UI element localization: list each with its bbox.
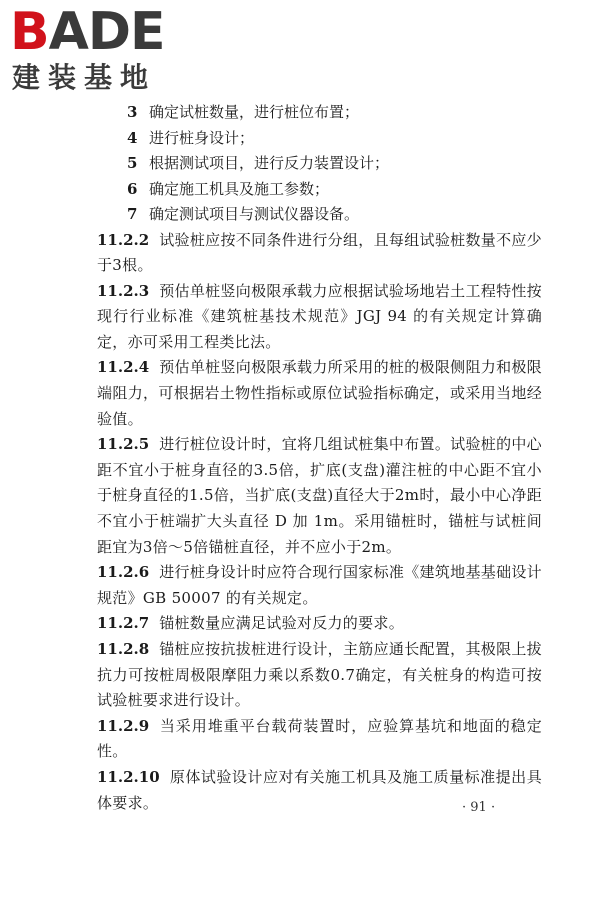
list-item-text: 确定试桩数量，进行桩位布置；: [149, 103, 360, 121]
list-item: [97, 202, 542, 228]
clause-11-2-3: [97, 279, 542, 356]
clause-number: 11.2.3: [97, 281, 150, 300]
clause-11-2-9: [97, 714, 542, 765]
list-item-number: 7: [127, 205, 138, 223]
clause-text: 原体试验设计应对有关施工机具及施工质量标准提出具体要求。: [97, 767, 542, 812]
clause-number: 11.2.2: [97, 230, 150, 249]
clause-11-2-7: [97, 611, 542, 637]
clause-number: 11.2.7: [97, 614, 150, 633]
page-number: · 91 ·: [462, 800, 496, 815]
list-item: [97, 126, 542, 152]
list-item-text: 确定测试项目与测试仪器设备。: [149, 205, 360, 223]
bade-logo: [10, 4, 180, 96]
clause-number: 11.2.8: [97, 640, 150, 658]
list-item: [97, 177, 542, 203]
clause-11-2-8: [97, 637, 542, 714]
clause-number: 11.2.5: [97, 435, 150, 454]
clause-text: 进行桩身设计时应符合现行国家标准《建筑地基基础设计规范》GB 50007 的有关规定。: [97, 563, 542, 607]
clause-number: 11.2.10: [97, 767, 160, 786]
logo-wordmark: [10, 4, 165, 60]
clause-number: 11.2.6: [97, 563, 150, 582]
clause-text: 锚桩数量应满足试验对反力的要求。: [159, 614, 405, 633]
clause-text: 锚桩应按抗拔桩进行设计，主筋应通长配置，其极限上拔抗力可按桩周极限摩阻力乘以系数0.7确定，有关桩身的构造可按试验桩要求进行设计。: [97, 640, 542, 710]
clause-11-2-4: [97, 355, 542, 432]
clause-text: 进行桩位设计时，宜将几组试桩集中布置。试验桩的中心距不宜小于桩身直径的3.5倍，扩底(支盘)灌注桩的中心距不宜小于桩身直径的1.5倍，当扩底(支盘)直径大于2m时，最小中心净距不宜小于桩端扩大头直径 D 加 1m。采用锚桩时，锚桩与试桩间距宜为3倍～5倍锚桩直径，并不应小于2m。: [97, 435, 542, 556]
list-item-number: 4: [127, 128, 138, 147]
clause-text: 当采用堆重平台载荷装置时，应验算基坑和地面的稳定性。: [97, 716, 542, 761]
list-item-text: 进行桩身设计；: [149, 128, 255, 147]
clause-11-2-6: [97, 560, 542, 611]
list-item-text: 根据测试项目，进行反力装置设计；: [149, 154, 390, 172]
clause-11-2-2: [97, 228, 542, 279]
clause-number: 11.2.4: [97, 358, 150, 377]
logo-accent-letter: B: [10, 2, 49, 62]
document-body: [97, 100, 542, 816]
clause-11-2-5: [97, 432, 542, 560]
list-item-number: 5: [127, 154, 138, 172]
clause-text: 预估单桩竖向极限承载力应根据试验场地岩土工程特性按现行行业标准《建筑桩基技术规范》JGJ 94 的有关规定计算确定，亦可采用工程类比法。: [97, 281, 542, 351]
list-item-number: 3: [127, 103, 138, 121]
clause-text: 预估单桩竖向极限承载力所采用的桩的极限侧阻力和极限端阻力，可根据岩土物性指标或原位试验指标确定，或采用当地经验值。: [97, 358, 542, 428]
list-item-text: 确定施工机具及施工参数；: [149, 179, 330, 198]
list-item-number: 6: [127, 179, 138, 198]
logo-word-rest: ADE: [48, 2, 165, 62]
clause-text: 试验桩应按不同条件进行分组，且每组试验桩数量不应少于3根。: [97, 230, 542, 275]
clause-number: 11.2.9: [97, 716, 150, 735]
list-item: [97, 151, 542, 177]
logo-subtitle: 建装基地: [12, 61, 157, 94]
list-item: [97, 100, 542, 126]
